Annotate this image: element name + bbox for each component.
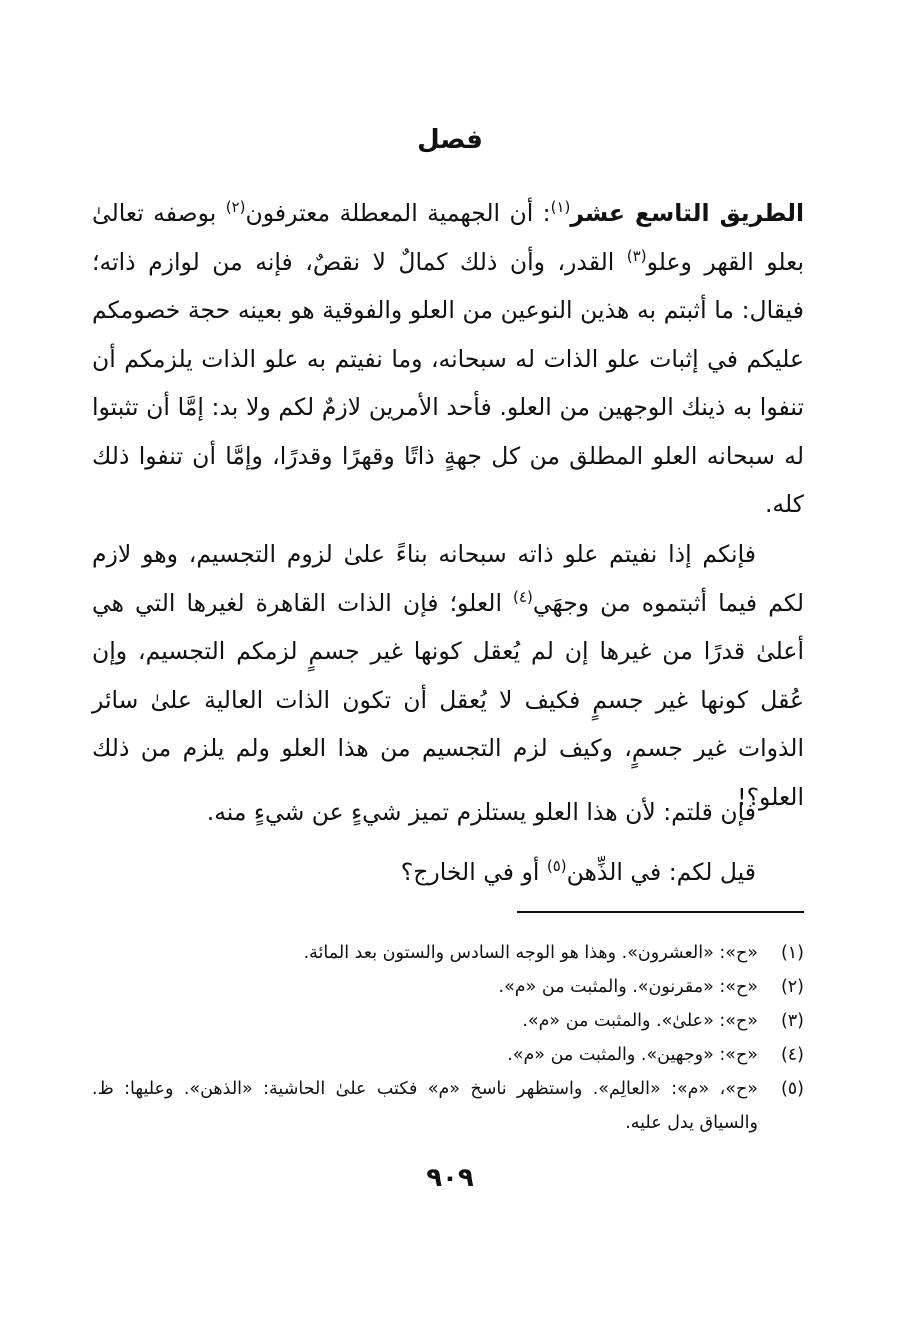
footnote-text: «ح»: «مقرنون». والمثبت من «م». bbox=[498, 977, 758, 997]
section-heading: فصل bbox=[417, 125, 483, 155]
footnote-ref-1[interactable]: (١) bbox=[550, 198, 571, 216]
footnote-separator bbox=[517, 911, 804, 913]
footnote-item bbox=[92, 1004, 804, 1038]
paragraph-19th-way bbox=[92, 189, 804, 529]
footnote-ref-5[interactable]: (٥) bbox=[546, 857, 567, 875]
footnote-number: (٢) bbox=[780, 977, 804, 997]
paragraph-text: أو في الخارج؟ bbox=[400, 858, 547, 886]
footnote-item bbox=[92, 1038, 804, 1072]
paragraph-text: العلو؛ فإن الذات القاهرة لغيرها التي هي أعلىٰ قدرًا من غيرها إن لم يُعقل كونها غير جسمٍ لزمكم التجسيم، وإن عُقل كونها غير جسمٍ فكيف لا يُعقل أن تكون الذات العالية علىٰ سائر الذوات غير جسمٍ، وكيف لزم التجسيم من هذا العلو ولم يلزم من ذلك العلو؟! bbox=[92, 588, 804, 811]
footnote-item bbox=[92, 936, 804, 970]
footnote-number: (٣) bbox=[780, 1011, 804, 1031]
footnote-text: «ح»: «علىٰ». والمثبت من «م». bbox=[522, 1011, 758, 1031]
footnote-number: (٤) bbox=[780, 1045, 804, 1065]
paragraph-tajsim-argument bbox=[92, 530, 804, 821]
paragraph-text: : أن الجهمية المعطلة معترفون bbox=[245, 199, 551, 227]
footnote-item bbox=[92, 970, 804, 1004]
footnote-number: (١) bbox=[780, 943, 804, 963]
paragraph-reply bbox=[92, 848, 804, 897]
footnotes bbox=[92, 936, 804, 1140]
paragraph-text: فإنكم إذا نفيتم علو ذاته سبحانه بناءً علىٰ لزوم التجسيم، وهو لازم لكم فيما أثبتموه من وجهَي bbox=[92, 540, 804, 617]
paragraph-text: القدر، وأن ذلك كمالٌ لا نقصٌ، فإنه من لوازم ذاته؛ فيقال: ما أثبتم به هذين النوعين من العلو والفوقية هو بعينه حجة خصومكم عليكم في إثبات علو الذات له سبحانه، وما نفيتم به علو الذات يلزمكم أن تنفوا به ذينك الوجهين من العلو. فأحد الأمرين لازمٌ لكم ولا بد: إمَّا أن تثبتوا له سبحانه العلو المطلق من كل جهةٍ ذاتًا وقهرًا وقدرًا، وإمَّا أن تنفوا ذلك كله. bbox=[92, 247, 804, 518]
paragraph-lead: الطريق التاسع عشر bbox=[570, 199, 804, 227]
footnote-number: (٥) bbox=[780, 1079, 804, 1099]
page-number: ٩٠٩ bbox=[426, 1163, 474, 1193]
paragraph-text: بوصفه تعالىٰ بعلو القهر وعلو bbox=[92, 199, 805, 276]
footnote-ref-4[interactable]: (٤) bbox=[513, 587, 533, 606]
footnote-text: «ح»: «وجهين». والمثبت من «م». bbox=[507, 1045, 758, 1065]
footnote-ref-2[interactable]: (٢) bbox=[225, 198, 246, 216]
paragraph-objection: فإن قلتم: لأن هذا العلو يستلزم تميز شيءٍ عن شيءٍ منه. bbox=[206, 798, 756, 826]
footnote-ref-3[interactable]: (٣) bbox=[626, 246, 647, 265]
footnote-item bbox=[92, 1072, 804, 1140]
footnote-text: «ح»: «العشرون». وهذا هو الوجه السادس والستون بعد المائة. bbox=[303, 943, 758, 963]
paragraph-text: قيل لكم: في الذِّهن bbox=[566, 858, 756, 886]
footnote-text: «ح»، «م»: «العالِم». واستظهر ناسخ «م» فكتب علىٰ الحاشية: «الذهن». وعليها: ظ. والسياق يدل عليه. bbox=[92, 1079, 758, 1133]
